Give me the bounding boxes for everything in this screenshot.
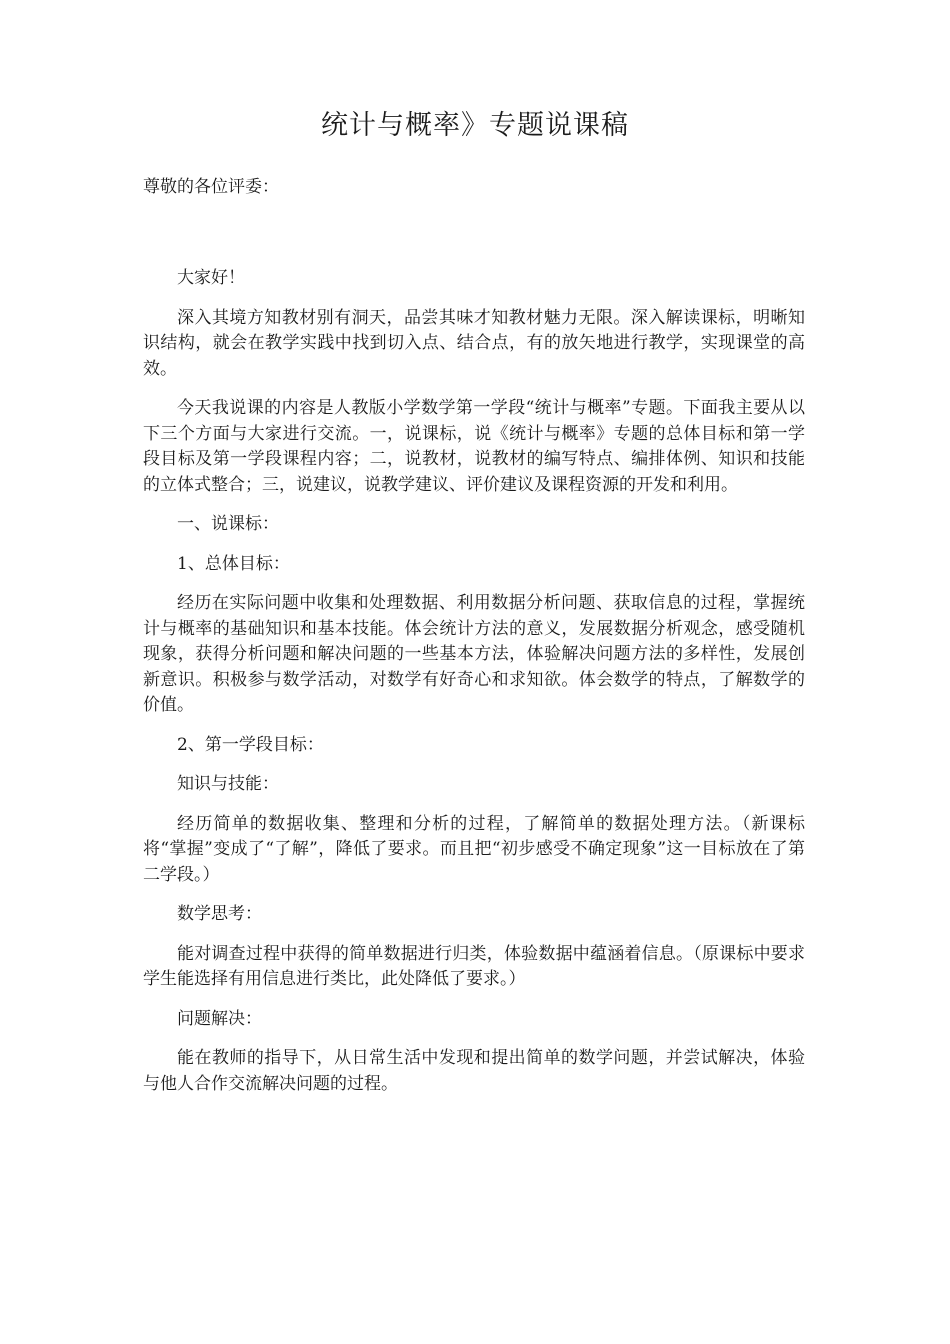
paragraph-greeting: 大家好！: [177, 268, 245, 288]
heading-overall-goal: 1、总体目标：: [177, 553, 290, 574]
heading-stage-goal: 2、第一学段目标：: [177, 734, 324, 755]
document-body: [143, 266, 805, 1111]
paragraph-knowledge-skills: 经历简单的数据收集、整理和分析的过程，了解简单的数据处理方法。（新课标将“掌握”变成了“了解”，降低了要求。而且把“初步感受不确定现象”这一目标放在了第二学段。）: [143, 813, 805, 885]
heading-problem-solving: 问题解决：: [177, 1008, 262, 1029]
paragraph-problem-solving: 能在教师的指导下，从日常生活中发现和提出简单的数学问题，并尝试解决，体验与他人合作交流解决问题的过程。: [143, 1048, 805, 1094]
heading-math-thinking: 数学思考：: [177, 904, 262, 924]
paragraph-overall-goal: 经历在实际问题中收集和处理数据、利用数据分析问题、获取信息的过程，掌握统计与概率的基础知识和基本技能。体会统计方法的意义，发展数据分析观念，感受随机现象，获得分析问题和解决问题的一些基本方法，体验解决问题方法的多样性，发展创新意识。积极参与数学活动，对数学有好奇心和求知欲。体会数学的特点，了解数学的价值。: [143, 593, 805, 715]
heading-knowledge-skills: 知识与技能：: [177, 774, 279, 794]
paragraph-overview: 今天我说课的内容是人教版小学数学第一学段“统计与概率”专题。下面我主要从以下三个方面与大家进行交流。一，说课标，说《统计与概率》专题的总体目标和第一学段目标及第一学段课程内容；二，说教材，说教材的编写特点、编排体例、知识和技能的立体式整合；三，说建议，说教学建议、评价建议及课程资源的开发和利用。: [143, 398, 805, 495]
heading-section-1: 一、说课标：: [177, 514, 279, 534]
document-title: 统计与概率》专题说课稿: [321, 110, 629, 141]
salutation: 尊敬的各位评委：: [143, 177, 279, 197]
paragraph-intro: 深入其境方知教材别有洞天，品尝其味才知教材魅力无限。深入解读课标，明晰知识结构，就会在教学实践中找到切入点、结合点，有的放矢地进行教学，实现课堂的高效。: [143, 307, 805, 379]
paragraph-math-thinking: 能对调查过程中获得的简单数据进行归类，体验数据中蕴涵着信息。（原课标中要求学生能选择有用信息进行类比，此处降低了要求。）: [143, 943, 805, 989]
